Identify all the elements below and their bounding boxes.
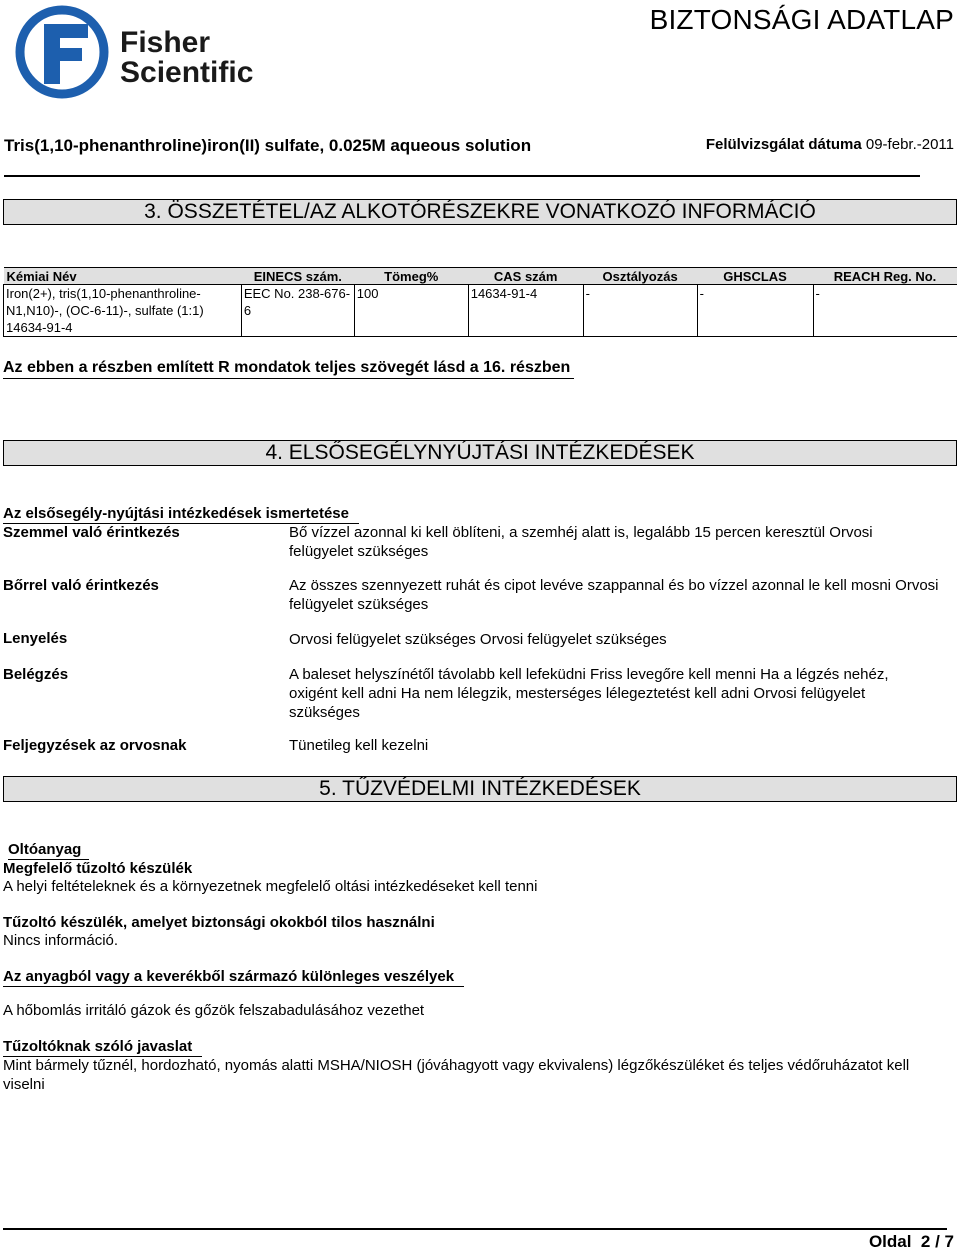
first-aid-label-inhalation: Belégzés <box>3 666 69 683</box>
col-chemical-name: Kémiai Név <box>4 268 242 285</box>
logo-line2: Scientific <box>120 56 254 89</box>
suitable-extinguisher-text: A helyi feltételeknek és a környezetnek megfelelő oltási intézkedéseket kell tenni <box>3 878 538 895</box>
first-aid-label-physician: Feljegyzések az orvosnak <box>3 737 187 754</box>
col-einecs: EINECS szám. <box>241 268 354 285</box>
revision-date-line <box>706 136 954 153</box>
first-aid-text-skin: Az összes szennyezett ruhát és cipot levéve szappannal és bo vízzel azonnal le kell mosni Orvosi felügyelet szükséges <box>289 577 939 613</box>
first-aid-label-skin: Bőrrel való érintkezés <box>3 577 159 594</box>
first-aid-text-ingestion: Orvosi felügyelet szükséges Orvosi felügyelet szükséges <box>289 631 667 648</box>
firefighter-advice-text: Mint bármely tűznél, hordozható, nyomás alatti MSHA/NIOSH (jóváhagyott vagy ekvivalens) légzőkészüléket és teljes védőruházatot kell viselni <box>3 1057 910 1093</box>
first-aid-label-ingestion: Lenyelés <box>3 630 68 647</box>
special-hazards-text: A hőbomlás irritáló gázok és gőzök felszabadulásához vezethet <box>3 1002 425 1019</box>
first-aid-text-physician: Tünetileg kell kezelni <box>289 737 429 754</box>
composition-header-row <box>4 268 958 285</box>
first-aid-subtitle: Az elsősegély-nyújtási intézkedések ismertetése <box>3 505 359 524</box>
col-ghsclas: GHSCLAS <box>697 268 813 285</box>
composition-table <box>3 267 957 337</box>
extinguishing-media-heading: Oltóanyag <box>8 841 89 860</box>
suitable-extinguisher-label: Megfelelő tűzoltó készülék <box>3 860 193 877</box>
col-reach: REACH Reg. No. <box>813 268 957 285</box>
document-title: BIZTONSÁGI ADATLAP <box>649 4 954 35</box>
section3-title: 3. ÖSSZETÉTEL/AZ ALKOTÓRÉSZEKRE VONATKOZÓ INFORMÁCIÓ <box>3 199 957 225</box>
first-aid-label-eye: Szemmel való érintkezés <box>3 524 180 541</box>
table-row <box>4 285 958 337</box>
cell-classification: - <box>583 285 697 337</box>
section5-title: 5. TŰZVÉDELMI INTÉZKEDÉSEK <box>3 776 957 802</box>
col-cas: CAS szám <box>468 268 583 285</box>
r-phrases-note: Az ebben a részben említett R mondatok teljes szövegét lásd a 16. részben <box>3 359 574 379</box>
section4-title: 4. ELSŐSEGÉLYNYÚJTÁSI INTÉZKEDÉSEK <box>3 440 957 466</box>
unsuitable-extinguisher-label: Tűzoltó készülék, amelyet biztonsági okokból tilos használni <box>3 914 435 931</box>
col-weight-percent: Tömeg% <box>354 268 468 285</box>
product-name: Tris(1,10-phenanthroline)iron(II) sulfate, 0.025M aqueous solution <box>4 136 532 155</box>
footer-divider <box>3 1228 947 1230</box>
cell-einecs: EEC No. 238-676-6 <box>241 285 354 337</box>
special-hazards-label: Az anyagból vagy a keverékből származó különleges veszélyek <box>3 968 464 987</box>
page-number: Oldal 2 / 7 <box>868 1232 954 1251</box>
firefighter-advice-label: Tűzoltóknak szóló javaslat <box>3 1038 202 1057</box>
revision-date: 09-febr.-2011 <box>865 136 954 153</box>
logo-line1: Fisher <box>120 26 211 59</box>
col-classification: Osztályozás <box>583 268 697 285</box>
first-aid-text-eye: Bő vízzel azonnal ki kell öblíteni, a szemhéj alatt is, legalább 15 percen keresztül Orvosi felügyelet szükséges <box>289 524 873 560</box>
header-divider <box>4 175 920 177</box>
cell-chemical-name: Iron(2+), tris(1,10-phenanthroline-N1,N10)-, (OC-6-11)-, sulfate (1:1) 14634-91-4 <box>4 285 242 337</box>
cell-weight-percent: 100 <box>354 285 468 337</box>
fisher-scientific-logo <box>4 2 284 108</box>
unsuitable-extinguisher-text: Nincs információ. <box>3 932 119 949</box>
cell-cas: 14634-91-4 <box>468 285 583 337</box>
first-aid-text-inhalation: A baleset helyszínétől távolabb kell lefeküdni Friss levegőre kell menni Ha a légzés nehéz, oxigént kell adni Ha nem lélegzik, mesterséges lélegeztetést kell adni Orvosi felügyelet szükséges <box>289 666 889 721</box>
cell-reach: - <box>813 285 957 337</box>
cell-ghsclas: - <box>697 285 813 337</box>
revision-label: Felülvizsgálat dátuma <box>705 136 862 153</box>
